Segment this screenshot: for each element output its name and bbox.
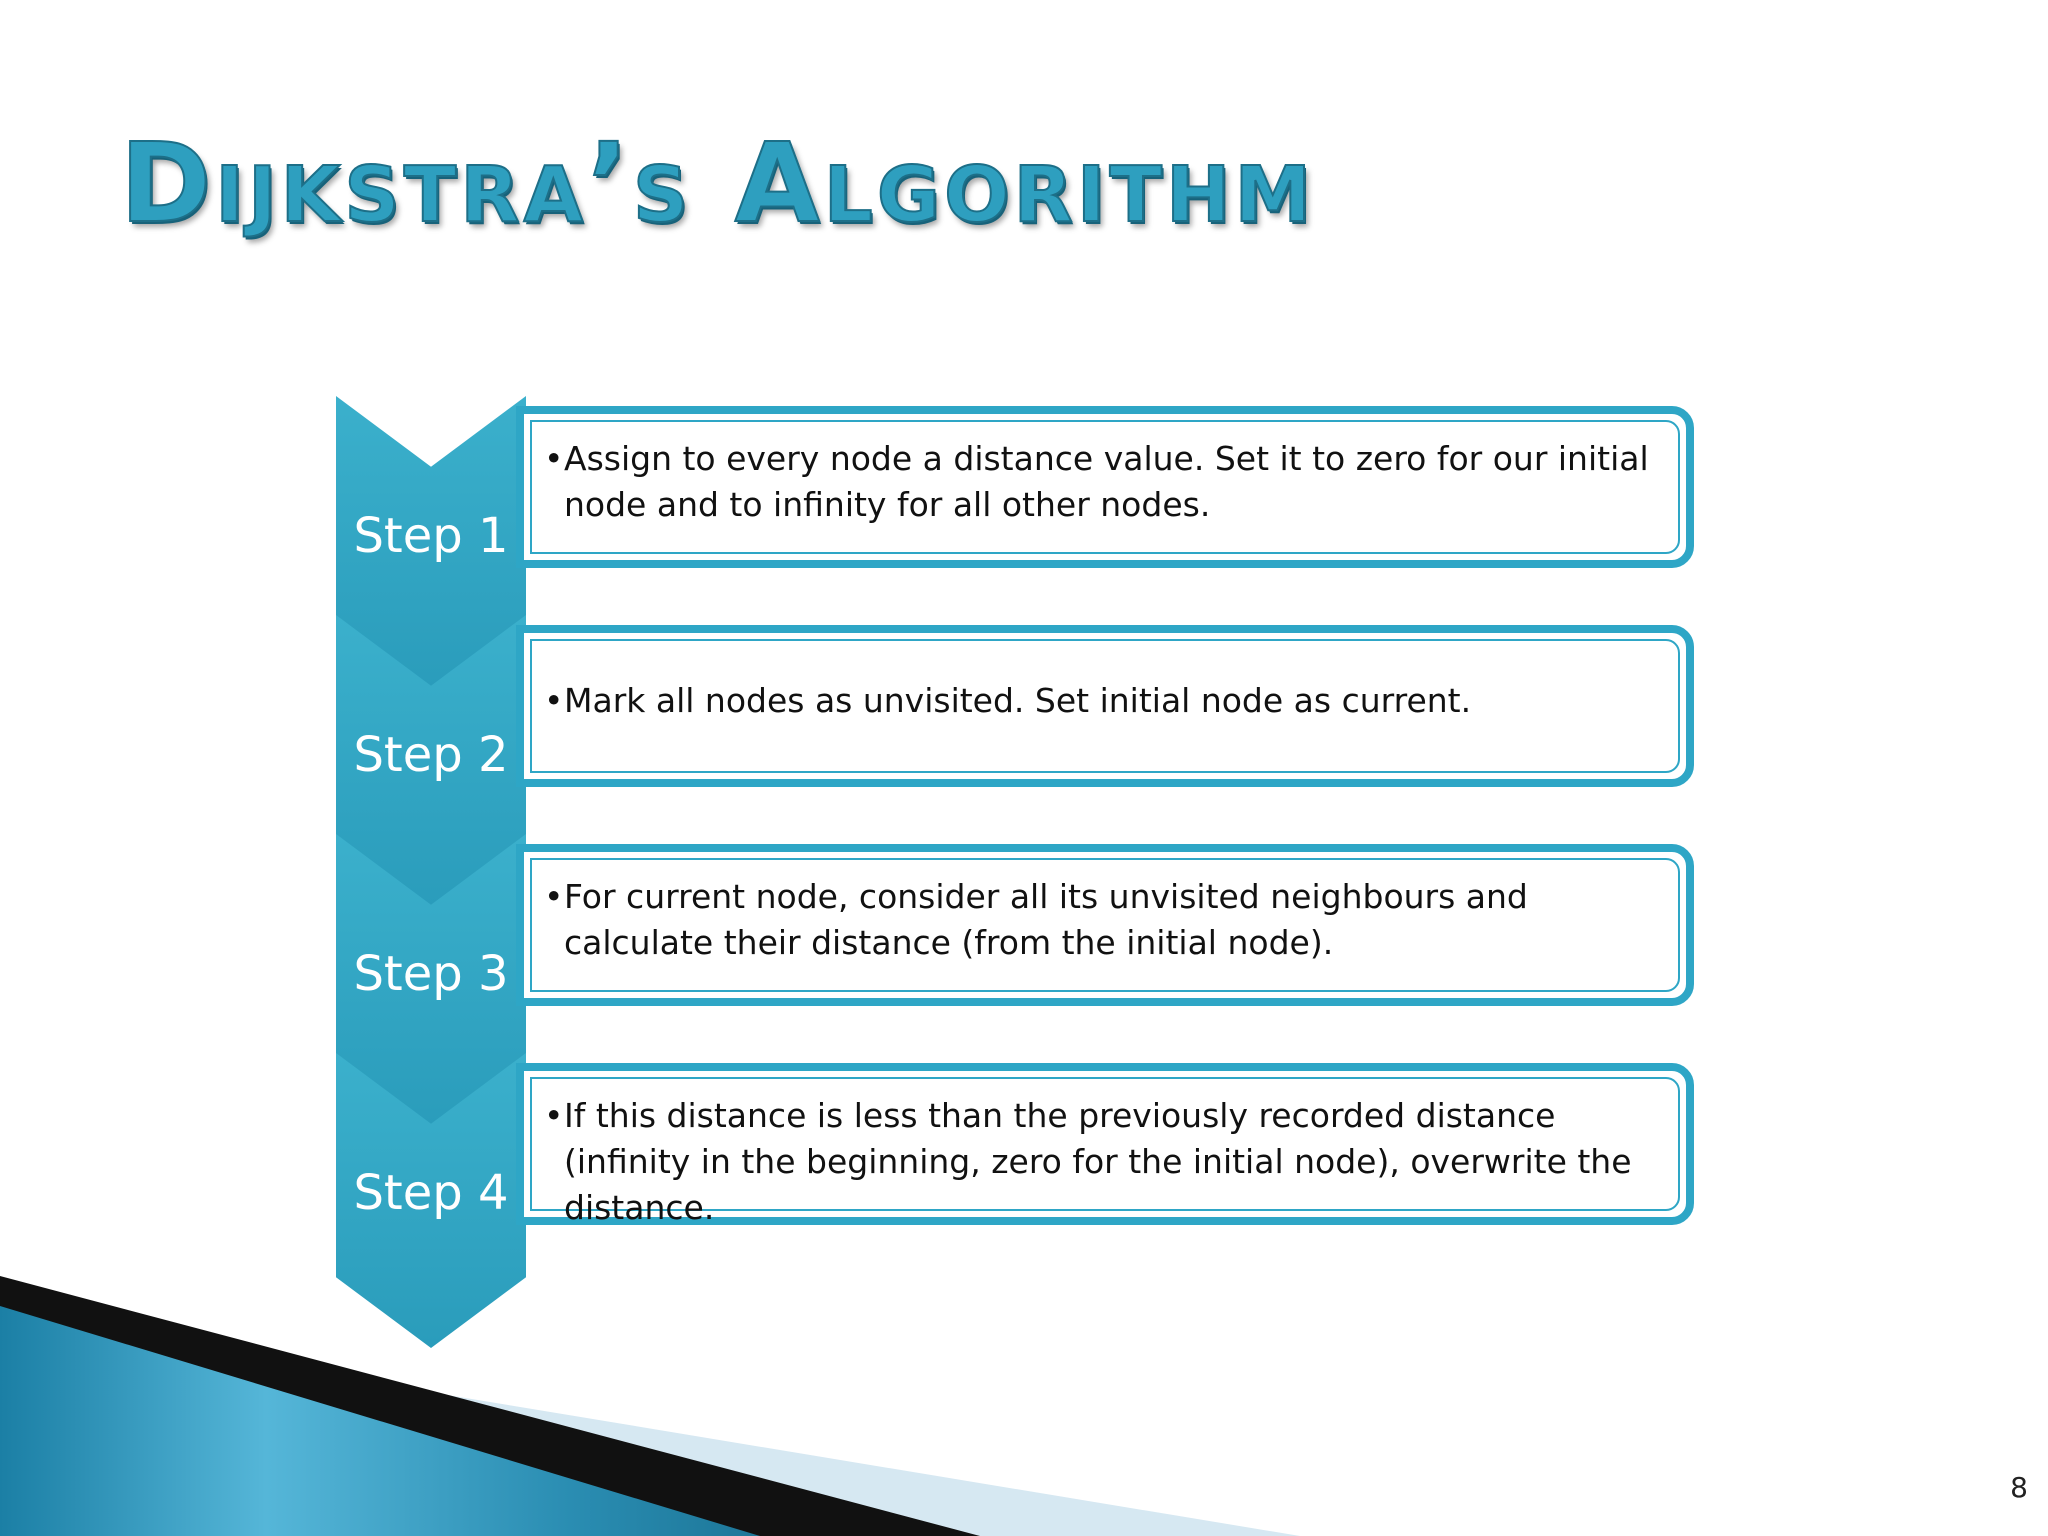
bullet-icon: • [544,681,564,720]
step-1-label: Step 1 [353,508,509,564]
step-4-box [516,1063,1694,1225]
step-2-text: •Mark all nodes as unvisited. Set initial node as current. [544,678,1672,724]
step-1-text: •Assign to every node a distance value. Set it to zero for our initial node and to infinity for all other nodes. [544,436,1672,528]
bullet-icon: • [544,439,564,478]
step-2-box [516,625,1694,787]
corner-swoosh-decoration [0,1276,1300,1536]
step-1-box [516,406,1694,568]
step-4-label: Step 4 [353,1165,509,1221]
step-3-label: Step 3 [353,946,509,1002]
bullet-icon: • [544,877,564,916]
page-number: 8 [2010,1471,2028,1504]
step-4-text: •If this distance is less than the previously recorded distance (infinity in the beginning, zero for the initial node), overwrite the distance. [544,1093,1672,1231]
bullet-icon: • [544,1096,564,1135]
step-3-box [516,844,1694,1006]
step-2-label: Step 2 [353,727,509,783]
process-diagram [336,396,1716,1336]
step-3-text: •For current node, consider all its unvisited neighbours and calculate their distance (from the initial node). [544,874,1672,966]
slide-title: Dijkstra’s Algorithm [120,119,1316,247]
swoosh-blue-band [0,1306,760,1536]
